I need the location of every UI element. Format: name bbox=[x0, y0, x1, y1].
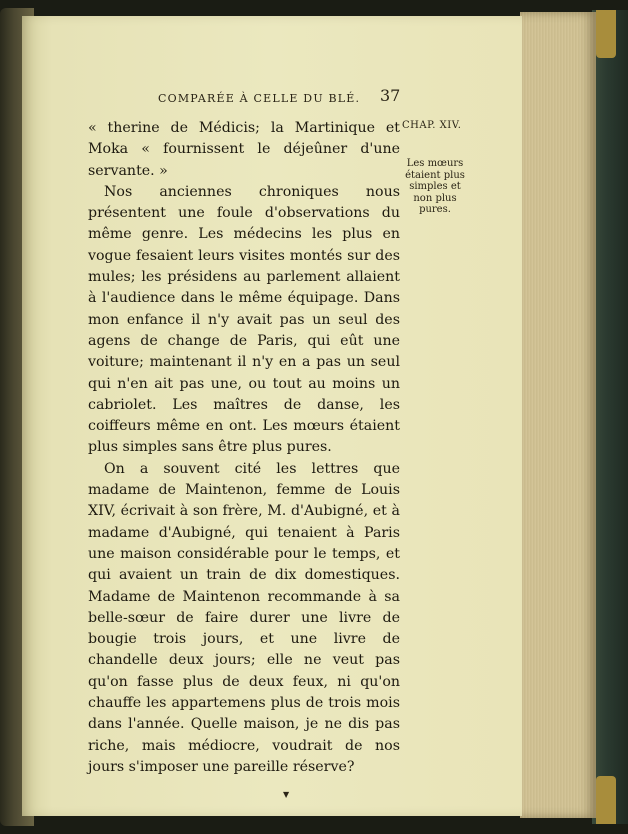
page-edges bbox=[520, 12, 596, 818]
bottom-ornament-icon: ▼ bbox=[283, 790, 290, 799]
cover-corner-bottom bbox=[596, 776, 616, 824]
page-number: 37 bbox=[380, 86, 401, 105]
book-cover-right bbox=[592, 10, 628, 824]
paragraph-quote-end: « therine de Médicis; la Martinique et Moka « fournissent le déjeûner d'une servante. » bbox=[88, 120, 400, 179]
margin-note: Les mœurs étaient plus simples et non plus pures. bbox=[405, 158, 465, 216]
cover-corner-top bbox=[596, 10, 616, 58]
paragraph-chronicles: Nos anciennes chroniques nous présentent une foule d'observations du même genre. Les médecins les plus en vogue fesaient leurs visites montés sur des mules; les présidens au parlement allaient à l'audience dans le même équipage. Dans mon enfance il n'y avait pas un seul des agens de change de Paris, qui eût une voiture; maintenant il n'y en a pas un seul qui n'en ait pas une, ou tout au moins un cabriolet. Les maîtres de danse, les coiffeurs même en ont. Les mœurs étaient plus simples sans être plus pures. bbox=[88, 183, 400, 456]
running-header-title: COMPARÉE À CELLE DU BLÉ. bbox=[158, 92, 361, 105]
paragraph-maintenon: On a souvent cité les lettres que madame de Maintenon, femme de Louis XIV, écrivait à son frère, M. d'Aubigné, et à madame d'Aubigné, qui tenaient à Paris une maison considérable pour le temps, et qui avaient un train de dix domestiques. Madame de Maintenon recommande à sa belle-sœur de faire durer une livre de bougie trois jours, et une livre de chandelle deux jours; elle ne veut pas qu'on fasse plus de deux feux, ni qu'on chauffe les appartemens plus de trois mois dans l'année. Quelle maison, je ne dis pas riche, mais médiocre, voudrait de nos jours s'imposer une pareille réserve? bbox=[88, 460, 400, 775]
margin-chapter-label: CHAP. XIV. bbox=[402, 120, 462, 131]
body-text bbox=[88, 118, 400, 778]
